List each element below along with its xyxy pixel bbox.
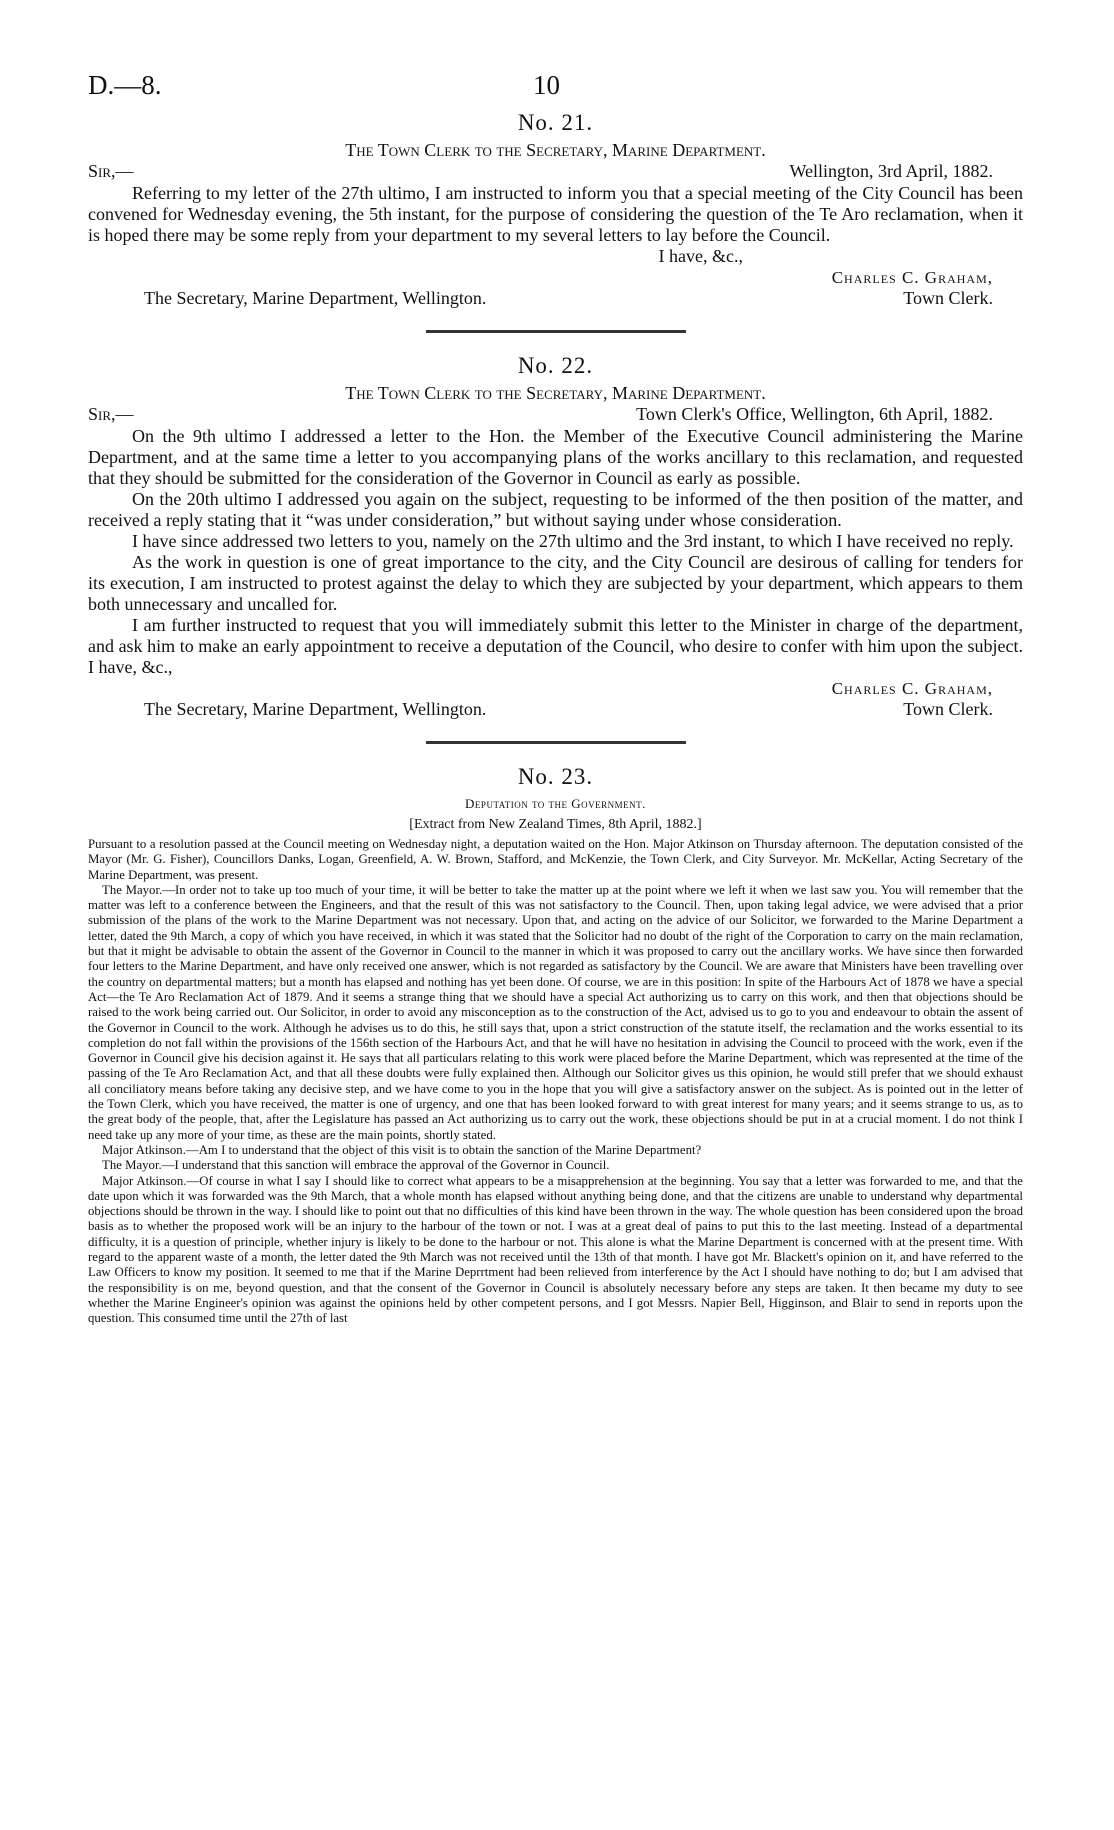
letter-paragraph: Referring to my letter of the 27th ultimo, I am instructed to inform you that a special meeting of the City Council has been convened for Wednesday evening, the 5th instant, for the purpose of considering the question of the Te Aro reclamation, when it is hoped there may be some reply from your department to my several letters to lay before the Council. xyxy=(88,183,1023,245)
document-page xyxy=(88,70,1023,1327)
letter-paragraph: I am further instructed to request that you will immediately submit this letter to the Minister in charge of the department, and ask him to make an early appointment to receive a deputation of the Council, who desire to confer with him upon the subject. I have, &c., xyxy=(88,615,1023,677)
letter-heading: The Town Clerk to the Secretary, Marine Department. xyxy=(345,140,766,160)
letter-heading: The Town Clerk to the Secretary, Marine Department. xyxy=(345,383,766,403)
letter-paragraph: On the 9th ultimo I addressed a letter to the Hon. the Member of the Executive Council administering the Marine Department, and at the same time a letter to you accompanying plans of the works ancillary to this reclamation, and requested that they should be submitted for the consideration of the Governor in Council as early as possible. xyxy=(88,426,1023,488)
salutation: Sir,— xyxy=(88,404,134,424)
salutation-line xyxy=(88,161,1023,183)
letter-paragraph: I have since addressed two letters to you, namely on the 27th ultimo and the 3rd instant, to which I have received no reply. xyxy=(132,531,1014,551)
section-divider xyxy=(426,741,686,744)
salutation-line xyxy=(88,404,1023,426)
document-code: D.—8. xyxy=(88,70,162,100)
signer-title: Town Clerk. xyxy=(903,288,993,308)
letter-footer xyxy=(88,288,1023,310)
letter-date: Wellington, 3rd April, 1882. xyxy=(789,161,993,181)
letter-paragraph: As the work in question is one of great importance to the city, and the City Council are desirous of calling for tenders for its execution, I am instructed to protest against the delay to which they are subjected by your department, which appears to them both unnecessary and uncalled for. xyxy=(88,552,1023,614)
signature: Charles C. Graham, xyxy=(831,679,993,698)
letter-footer xyxy=(88,699,1023,721)
addressee: The Secretary, Marine Department, Wellington. xyxy=(144,699,487,719)
item-heading: Deputation to the Government. xyxy=(465,796,646,811)
letter-date: Town Clerk's Office, Wellington, 6th April, 1882. xyxy=(636,404,993,424)
running-header xyxy=(88,70,1023,110)
extract-note: [Extract from New Zealand Times, 8th April, 1882.] xyxy=(409,817,702,832)
page-number: 10 xyxy=(533,70,560,100)
letter-paragraph: On the 20th ultimo I addressed you again on the subject, requesting to be informed of the then position of the matter, and received a reply stating that it “was under consideration,” but without saying under whose consideration. xyxy=(88,489,1023,530)
letter-number: No. 22. xyxy=(517,353,594,378)
letter-closing: I have, &c., xyxy=(658,246,743,266)
section-divider xyxy=(426,330,686,333)
report-paragraph: Pursuant to a resolution passed at the Council meeting on Wednesday night, a deputation waited on the Hon. Major Atkinson on Thursday afternoon. The deputation consisted of the Mayor (Mr. G. Fisher), Councillors Danks, Logan, Greenfield, A. W. Brown, Stafford, and McKenzie, the Town Clerk, and City Surveyor. Mr. McKellar, Acting Secretary of the Marine Department, was present. xyxy=(88,837,1023,882)
signer-title: Town Clerk. xyxy=(903,699,993,719)
letter-number: No. 21. xyxy=(517,110,594,135)
salutation: Sir,— xyxy=(88,161,134,181)
report-paragraph: Major Atkinson.—Of course in what I say I should like to correct what appears to be a misapprehension at the beginning. You say that a letter was forwarded to me, and that the date upon which it was forwarded was the 9th March, that a whole month has elapsed without anything being done, and that the citizens are unable to understand why departmental objections should be thrown in the way. I should like to point out that no difficulties of this kind have been thrown in the way. The whole question has been considered upon the broad basis as to whether the proposed work will be an injury to the harbour of the town or not. I was at a great deal of pains to put this to the last meeting. Instead of a departmental difficulty, it is a question of principle, whether injury is likely to be done to the harbour or not. This alone is what the Marine Department is concerned with at the present time. With regard to the apparent waste of a month, the letter dated the 9th March was not received until the 13th of that month. I have got Mr. Blackett's opinion on it, and have referred to the Law Officers to know my position. It seemed to me that if the Marine Deprrtment had been relieved from interference by the Act I should have nothing to do; but I am advised that the responsibility is on me, beyond question, and that the consent of the Governor in Council is absolutely necessary before any steps are taken. It then became my duty to see whether the Marine Engineer's opinion was against the opinions held by other competent persons, and I got Messrs. Napier Bell, Higginson, and Blair to send in reports upon the question. This consumed time until the 27th of last xyxy=(88,1173,1023,1326)
signature: Charles C. Graham, xyxy=(831,268,993,287)
addressee: The Secretary, Marine Department, Wellington. xyxy=(144,288,487,308)
report-paragraph: The Mayor.—I understand that this sanction will embrace the approval of the Governor in Council. xyxy=(102,1158,610,1173)
report-paragraph: The Mayor.—In order not to take up too much of your time, it will be better to take the matter up at the point where we left it when we last saw you. You will remember that the matter was left to a conference between the Engineers, and that the result of this was not satisfactory to the Council. Then, upon taking legal advice, we were advised that a prior submission of the plans of the work to the Marine Department was not necessary. Upon that, and acting on the advice of our Solicitor, we forwarded to the Marine Department a letter, dated the 9th March, a copy of which you have received, in which it was stated that the Solicitor had no doubt of the right of the Corporation to carry on the main reclamation, but that it might be advisable to obtain the assent of the Governor in Council to the manner in which it was proposed to carry out the ancillary works. We have since then forwarded four letters to the Marine Department, and have only received one answer, which is not regarded as satisfactory by the Council. We are aware that Ministers have been travelling over the country on departmental matters; but a month has elapsed and nothing has yet been done. Of course, we are in this position: In spite of the Harbours Act of 1878 we have a special Act—the Te Aro Reclamation Act of 1879. And it seems a strange thing that we should have a special Act authorizing us to carry on this work, and then that objections should be raised to the work being carried out. Our Solicitor, in order to avoid any misconception as to the construction of the Act, advised us to go to you and endeavour to obtain the assent of the Governor in Council to the work. Although he advises us to do this, he still says that, upon a strict construction of the statute itself, the reclamation and the works essential to its completion do not fall within the provisions of the 156th section of the Harbours Act, and that he will have no hesitation in advising the Council to proceed with the work, even if the Governor in Council give his decision against it. He says that all particulars relating to this work were placed before the Marine Department, which was represented at the time of the passing of the Te Aro Reclamation Act, and that all these doubts were fully explained then. Although our Solicitor gives us this opinion, he would still prefer that we should exhaust all conciliatory means before taking any decisive step, and we have come to you in the hope that you will give a satisfactory answer on the subject. As is pointed out in the letter of the Town Clerk, which you have received, the matter is one of urgency, and one that has been looked forward to with great interest for many years; and it seems strange to us, as to the great body of the people, that, after the Legislature has passed an Act authorizing us to carry out the work, these objections should be put in at a crucial moment. I do not think I need take up any more of your time, as these are the main points, shortly stated. xyxy=(88,882,1023,1142)
item-number: No. 23. xyxy=(517,764,594,789)
report-paragraph: Major Atkinson.—Am I to understand that the object of this visit is to obtain the sanction of the Marine Department? xyxy=(102,1142,702,1157)
